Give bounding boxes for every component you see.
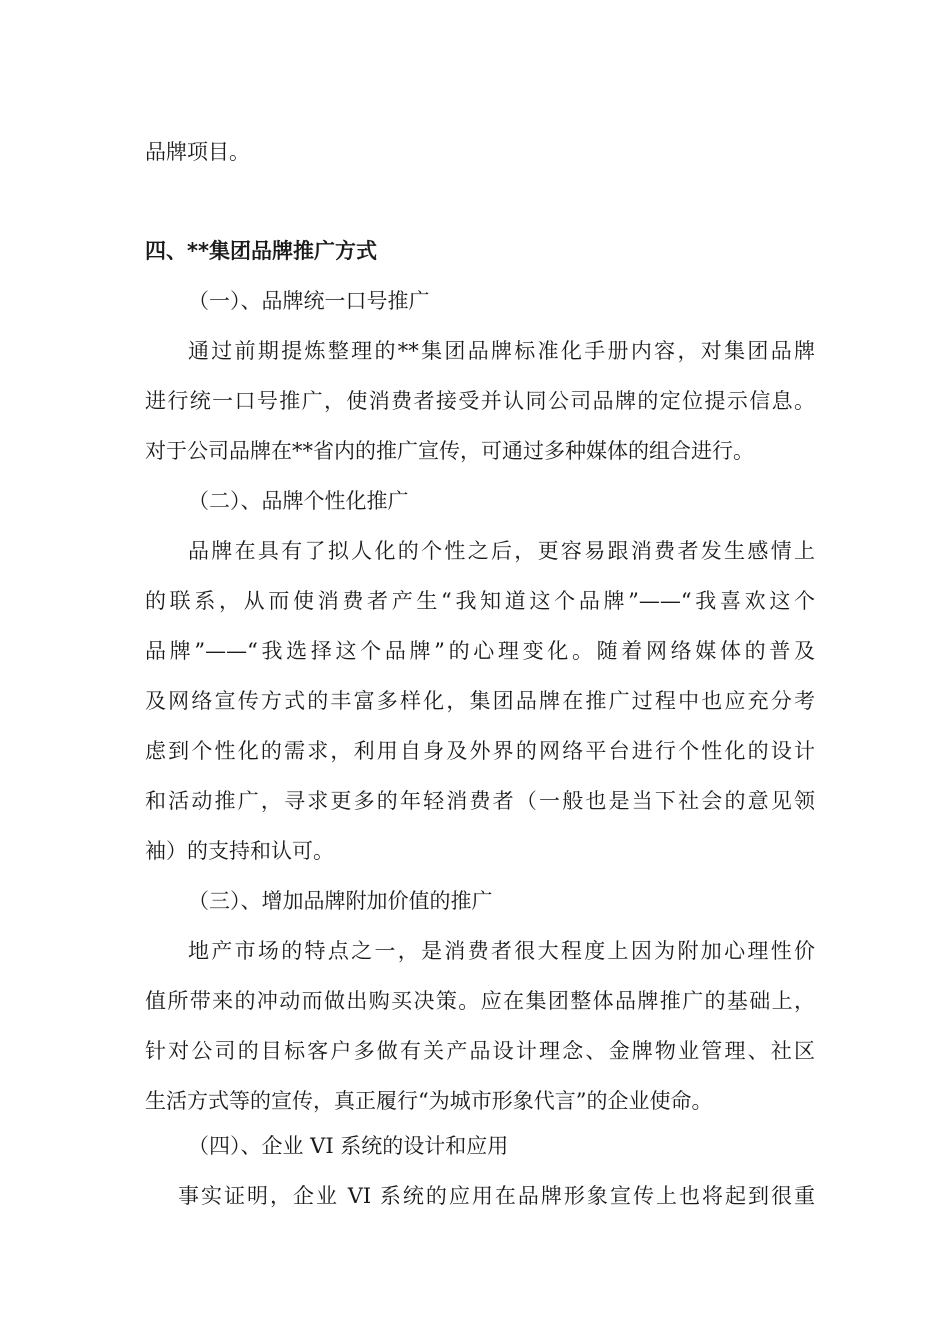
paragraph-line: 针对公司的目标客户多做有关产品设计理念、金牌物业管理、社区 <box>145 1039 815 1063</box>
paragraph-line: 的联系，从而使消费者产生“我知道这个品牌”——“我喜欢这个 <box>145 589 815 613</box>
paragraph-line: 虑到个性化的需求，利用自身及外界的网络平台进行个性化的设计 <box>145 739 815 763</box>
subsection-title: （三）、增加品牌附加价值的推广 <box>188 889 493 913</box>
paragraph-line: 及网络宣传方式的丰富多样化，集团品牌在推广过程中也应充分考 <box>145 689 815 713</box>
section-heading: 四、**集团品牌推广方式 <box>145 239 377 263</box>
paragraph-line: 品牌”——“我选择这个品牌”的心理变化。随着网络媒体的普及 <box>145 639 815 663</box>
paragraph-line: 袖）的支持和认可。 <box>145 839 334 863</box>
paragraph-line: 值所带来的冲动而做出购买决策。应在集团整体品牌推广的基础上， <box>145 989 815 1013</box>
paragraph-line: 和活动推广，寻求更多的年轻消费者（一般也是当下社会的意见领 <box>145 789 815 813</box>
paragraph-line: 对于公司品牌在**省内的推广宣传，可通过多种媒体的组合进行。 <box>145 439 754 463</box>
paragraph-line: 进行统一口号推广，使消费者接受并认同公司品牌的定位提示信息。 <box>145 389 815 413</box>
subsection-title: （一）、品牌统一口号推广 <box>188 289 430 313</box>
paragraph-line: 事实证明，企业 VI 系统的应用在品牌形象宣传上也将起到很重 <box>178 1184 815 1208</box>
paragraph-line: 品牌项目。 <box>145 140 250 164</box>
paragraph-line: 地产市场的特点之一，是消费者很大程度上因为附加心理性价 <box>188 939 815 963</box>
subsection-title: （二）、品牌个性化推广 <box>188 489 409 513</box>
subsection-title: （四）、企业 VI 系统的设计和应用 <box>188 1134 509 1158</box>
paragraph-line: 生活方式等的宣传，真正履行“为城市形象代言”的企业使命。 <box>145 1089 713 1113</box>
paragraph-line: 通过前期提炼整理的**集团品牌标准化手册内容，对集团品牌 <box>188 339 815 363</box>
paragraph-line: 品牌在具有了拟人化的个性之后，更容易跟消费者发生感情上 <box>188 539 815 563</box>
